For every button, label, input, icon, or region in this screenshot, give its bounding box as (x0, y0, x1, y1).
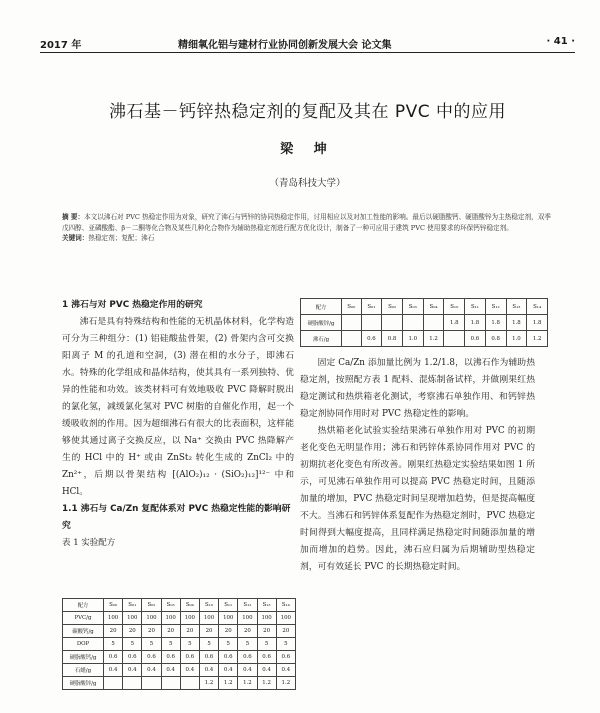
section-1-title: 1 沸石与对 PVC 热稳定作用的研究 (62, 300, 203, 310)
header-page-number: · 41 · (546, 36, 575, 47)
table-cell: 0.8 (485, 331, 506, 347)
table-cell: 0.6 (180, 651, 199, 664)
abstract-label: 摘 要： (62, 213, 85, 221)
table-header-cell: S₁₃ (506, 299, 527, 315)
keywords: 热稳定剂；复配；沸石 (88, 234, 155, 242)
table-cell (104, 677, 123, 690)
table-cell: 0.4 (238, 664, 257, 677)
table-cell: 0.8 (382, 331, 403, 347)
table-cell: 0.4 (104, 664, 123, 677)
table-cell: 100 (123, 612, 142, 625)
table-row (63, 651, 296, 664)
table-cell: 100 (199, 612, 218, 625)
table-1-continued (300, 298, 548, 347)
header-year: 2017 年 (40, 40, 82, 51)
table-header-cell: S₁₁ (465, 299, 486, 315)
table-cell: 碳酸钙/g (63, 625, 104, 638)
table-cell: 20 (161, 625, 180, 638)
table-header-cell: S₀₁ (123, 599, 142, 612)
table-cell: 硬脂酸锌/g (63, 677, 104, 690)
table-cell: 5 (276, 638, 295, 651)
table-cell: 5 (104, 638, 123, 651)
right-column (300, 355, 535, 576)
abstract-text: 本文以沸石对 PVC 热稳定作用为对象，研究了沸石与钙锌的协同热稳定作用，讨用相应以及对加工性能的影响。最后以硬脂酸钙、硬脂酸锌为主热稳定剂，双季戊四醇、亚磷酸酯、β－二酮等化合物及某些几种化合物作为辅助热稳定剂进行配方优化设计，制备了一种可应用于建筑 PVC 使用要求的环保钙锌稳定剂。 (62, 213, 551, 232)
table-row (63, 677, 296, 690)
table-cell: PVC/g (63, 612, 104, 625)
paper-title: 沸石基－钙锌热稳定剂的复配及其在 PVC 中的应用 (108, 102, 507, 122)
table-cell: 100 (257, 612, 276, 625)
table-cell: 0.6 (199, 651, 218, 664)
table-cell: 0.4 (276, 664, 295, 677)
table-cell: 100 (276, 612, 295, 625)
table-cell: 1.8 (527, 315, 548, 331)
table-header-cell: S₀₁ (361, 299, 382, 315)
table-cell: 1.2 (219, 677, 238, 690)
table-header-cell: S₀₂ (142, 599, 161, 612)
table-header-cell: S₀₄ (423, 299, 444, 315)
running-header (40, 36, 575, 52)
table-cell: 沸石/g (301, 331, 342, 347)
table-cell: 1.2 (423, 331, 444, 347)
table-cell: 0.4 (123, 664, 142, 677)
table-cell: 0.6 (465, 331, 486, 347)
table-cell: 1.2 (257, 677, 276, 690)
header-conference: 精细氧化铝与建材行业协同创新发展大会 论文集 (178, 40, 392, 51)
table-header-cell: S₁₁ (219, 599, 238, 612)
table-header-cell: S₀₀ (342, 299, 362, 315)
table-cell: 5 (199, 638, 218, 651)
table-cell: 0.4 (257, 664, 276, 677)
table-cell: 石蜡/g (63, 664, 104, 677)
table-cell (423, 315, 444, 331)
table-cell: 1.0 (402, 331, 423, 347)
table-cell: 20 (276, 625, 295, 638)
table-cell: 硬脂酸钙/g (63, 651, 104, 664)
table-cell: 20 (142, 625, 161, 638)
table-cell: 0.6 (257, 651, 276, 664)
table-header-cell: S₁₂ (238, 599, 257, 612)
table-cell: DOP (63, 638, 104, 651)
table-cell: 5 (161, 638, 180, 651)
table-cell: 5 (123, 638, 142, 651)
table-header-cell: S₁₄ (276, 599, 295, 612)
table-cell (361, 315, 382, 331)
table-row (63, 612, 296, 625)
abstract (62, 212, 557, 244)
table-cell: 1.8 (506, 315, 527, 331)
table-cell: 0.6 (276, 651, 295, 664)
table-cell: 100 (180, 612, 199, 625)
author: 梁 坤 (280, 142, 335, 157)
table-cell: 0.4 (180, 664, 199, 677)
table-cell: 0.6 (142, 651, 161, 664)
table-row (301, 331, 548, 347)
table-header-cell: S₀₃ (161, 599, 180, 612)
table-header-cell: 配方 (63, 599, 104, 612)
table-header-cell: S₀₀ (104, 599, 123, 612)
table-cell: 1.2 (238, 677, 257, 690)
table-cell: 5 (219, 638, 238, 651)
table-cell: 0.6 (104, 651, 123, 664)
table-cell: 0.4 (199, 664, 218, 677)
table-1 (62, 598, 296, 690)
table-cell: 5 (180, 638, 199, 651)
table-cell: 100 (238, 612, 257, 625)
table-cell: 20 (257, 625, 276, 638)
right-paragraph-2: 热烘箱老化试验实验结果沸石单独作用对 PVC 的初期老化变色无明显作用；沸石和钙锌体系协同作用对 PVC 的初期抗老化变色有所改善。刚果红热稳定实验结果如图 1 所示，可见沸石单独作用可以提高 PVC 热稳定时间，且随添加量的增加，PVC 热稳定时间呈现增加趋势，但是提高幅度不大。当沸石和钙锌体系复配作为热稳定剂时，PVC 热稳定时间得到大幅度提高，且同样满足热稳定时间随添加量的增加而增加的趋势。因此，沸石应归属为后期辅助型热稳定剂，可有效延长 PVC 的长期热稳定时间。 (300, 426, 535, 572)
table-cell (444, 331, 465, 347)
left-column (62, 297, 294, 552)
table-cell: 1.2 (527, 331, 548, 347)
table-cell (342, 331, 362, 347)
table-cell: 0.4 (219, 664, 238, 677)
table-cell: 5 (257, 638, 276, 651)
table-cell: 0.6 (219, 651, 238, 664)
table-header-cell: S₁₄ (527, 299, 548, 315)
table-cell: 5 (238, 638, 257, 651)
table-cell (180, 677, 199, 690)
table-cell: 0.6 (238, 651, 257, 664)
table-cell: 100 (161, 612, 180, 625)
table-cell: 20 (104, 625, 123, 638)
table-cell: 0.6 (123, 651, 142, 664)
table-cell: 0.6 (361, 331, 382, 347)
table-header-cell: S₁₀ (199, 599, 218, 612)
table-cell (382, 315, 403, 331)
keywords-label: 关键词： (62, 234, 89, 242)
table-cell: 5 (142, 638, 161, 651)
table-cell (142, 677, 161, 690)
table-cell (402, 315, 423, 331)
table-header-cell: S₁₃ (257, 599, 276, 612)
table-row (301, 315, 548, 331)
table-cell: 1.2 (276, 677, 295, 690)
table-header-cell: S₀₂ (382, 299, 403, 315)
table-header-cell: S₀₃ (402, 299, 423, 315)
table-cell: 100 (142, 612, 161, 625)
table-row (63, 625, 296, 638)
table-row (63, 664, 296, 677)
table-cell: 20 (199, 625, 218, 638)
table-header-cell: S₀₄ (180, 599, 199, 612)
section-1-1-title: 1.1 沸石与 Ca/Zn 复配体系对 PVC 热稳定性能的影响研究 (62, 504, 291, 531)
table-cell: 硬脂酸锌/g (301, 315, 342, 331)
table-cell: 20 (123, 625, 142, 638)
table-header-cell: S₁₂ (485, 299, 506, 315)
table-cell: 1.2 (199, 677, 218, 690)
section-1-paragraph: 沸石是具有特殊结构和性能的无机晶体材料，化学构造可分为三种组分：(1) 铝硅酸盐骨架，(2) 骨架内含可交换阳离子 M 的孔道和空洞，(3) 潜在相的水分子，即沸石水。特殊的化学组成和晶体结构，使其具有一系列独特、优异的性能和功效。该类材料可有效地吸收 PVC 降解时脱出的氯化氢，减缓氯化氢对 PVC 树脂的自催化作用，起一个缓吸收剂的作用。因为超细沸石有很大的比表面积，这样能够使其通过离子交换反应，以 Na⁺ 交换由 PVC 热降解产生的 HCl 中的 H⁺ 或由 ZnSt₂ 转化生成的 ZnCl₂ 中的 Zn²⁺，后期以骨架结构 [(AlO₂)₁₂ · (SiO₂)₁₂]¹²⁻ 中和 HCl。 (62, 317, 294, 497)
table-row (63, 638, 296, 651)
affiliation: （青岛科技大学） (269, 178, 346, 189)
table-cell: 1.8 (485, 315, 506, 331)
right-paragraph-1: 固定 Ca/Zn 添加量比例为 1.2/1.8，以沸石作为辅助热稳定剂，按照配方表 1 配料、混炼制备试样，并做刚果红热稳定测试和热烘箱老化测试，考察沸石单独作用、和钙锌热稳定剂协同作用时对 PVC 热稳定性的影响。 (300, 358, 535, 419)
table-cell: 20 (238, 625, 257, 638)
table-cell: 20 (219, 625, 238, 638)
table-1-caption: 表 1 实验配方 (62, 538, 116, 548)
table-cell: 1.8 (444, 315, 465, 331)
table-cell: 0.4 (161, 664, 180, 677)
table-header-cell: 配方 (301, 299, 342, 315)
table-cell: 0.4 (142, 664, 161, 677)
table-cell: 100 (104, 612, 123, 625)
table-cell: 1.8 (465, 315, 486, 331)
table-cell (161, 677, 180, 690)
table-cell: 20 (180, 625, 199, 638)
header-rule (40, 52, 575, 53)
table-cell (342, 315, 362, 331)
table-cell: 1.0 (506, 331, 527, 347)
table-cell: 100 (219, 612, 238, 625)
table-header-cell: S₁₀ (444, 299, 465, 315)
table-cell (123, 677, 142, 690)
table-cell: 0.6 (161, 651, 180, 664)
